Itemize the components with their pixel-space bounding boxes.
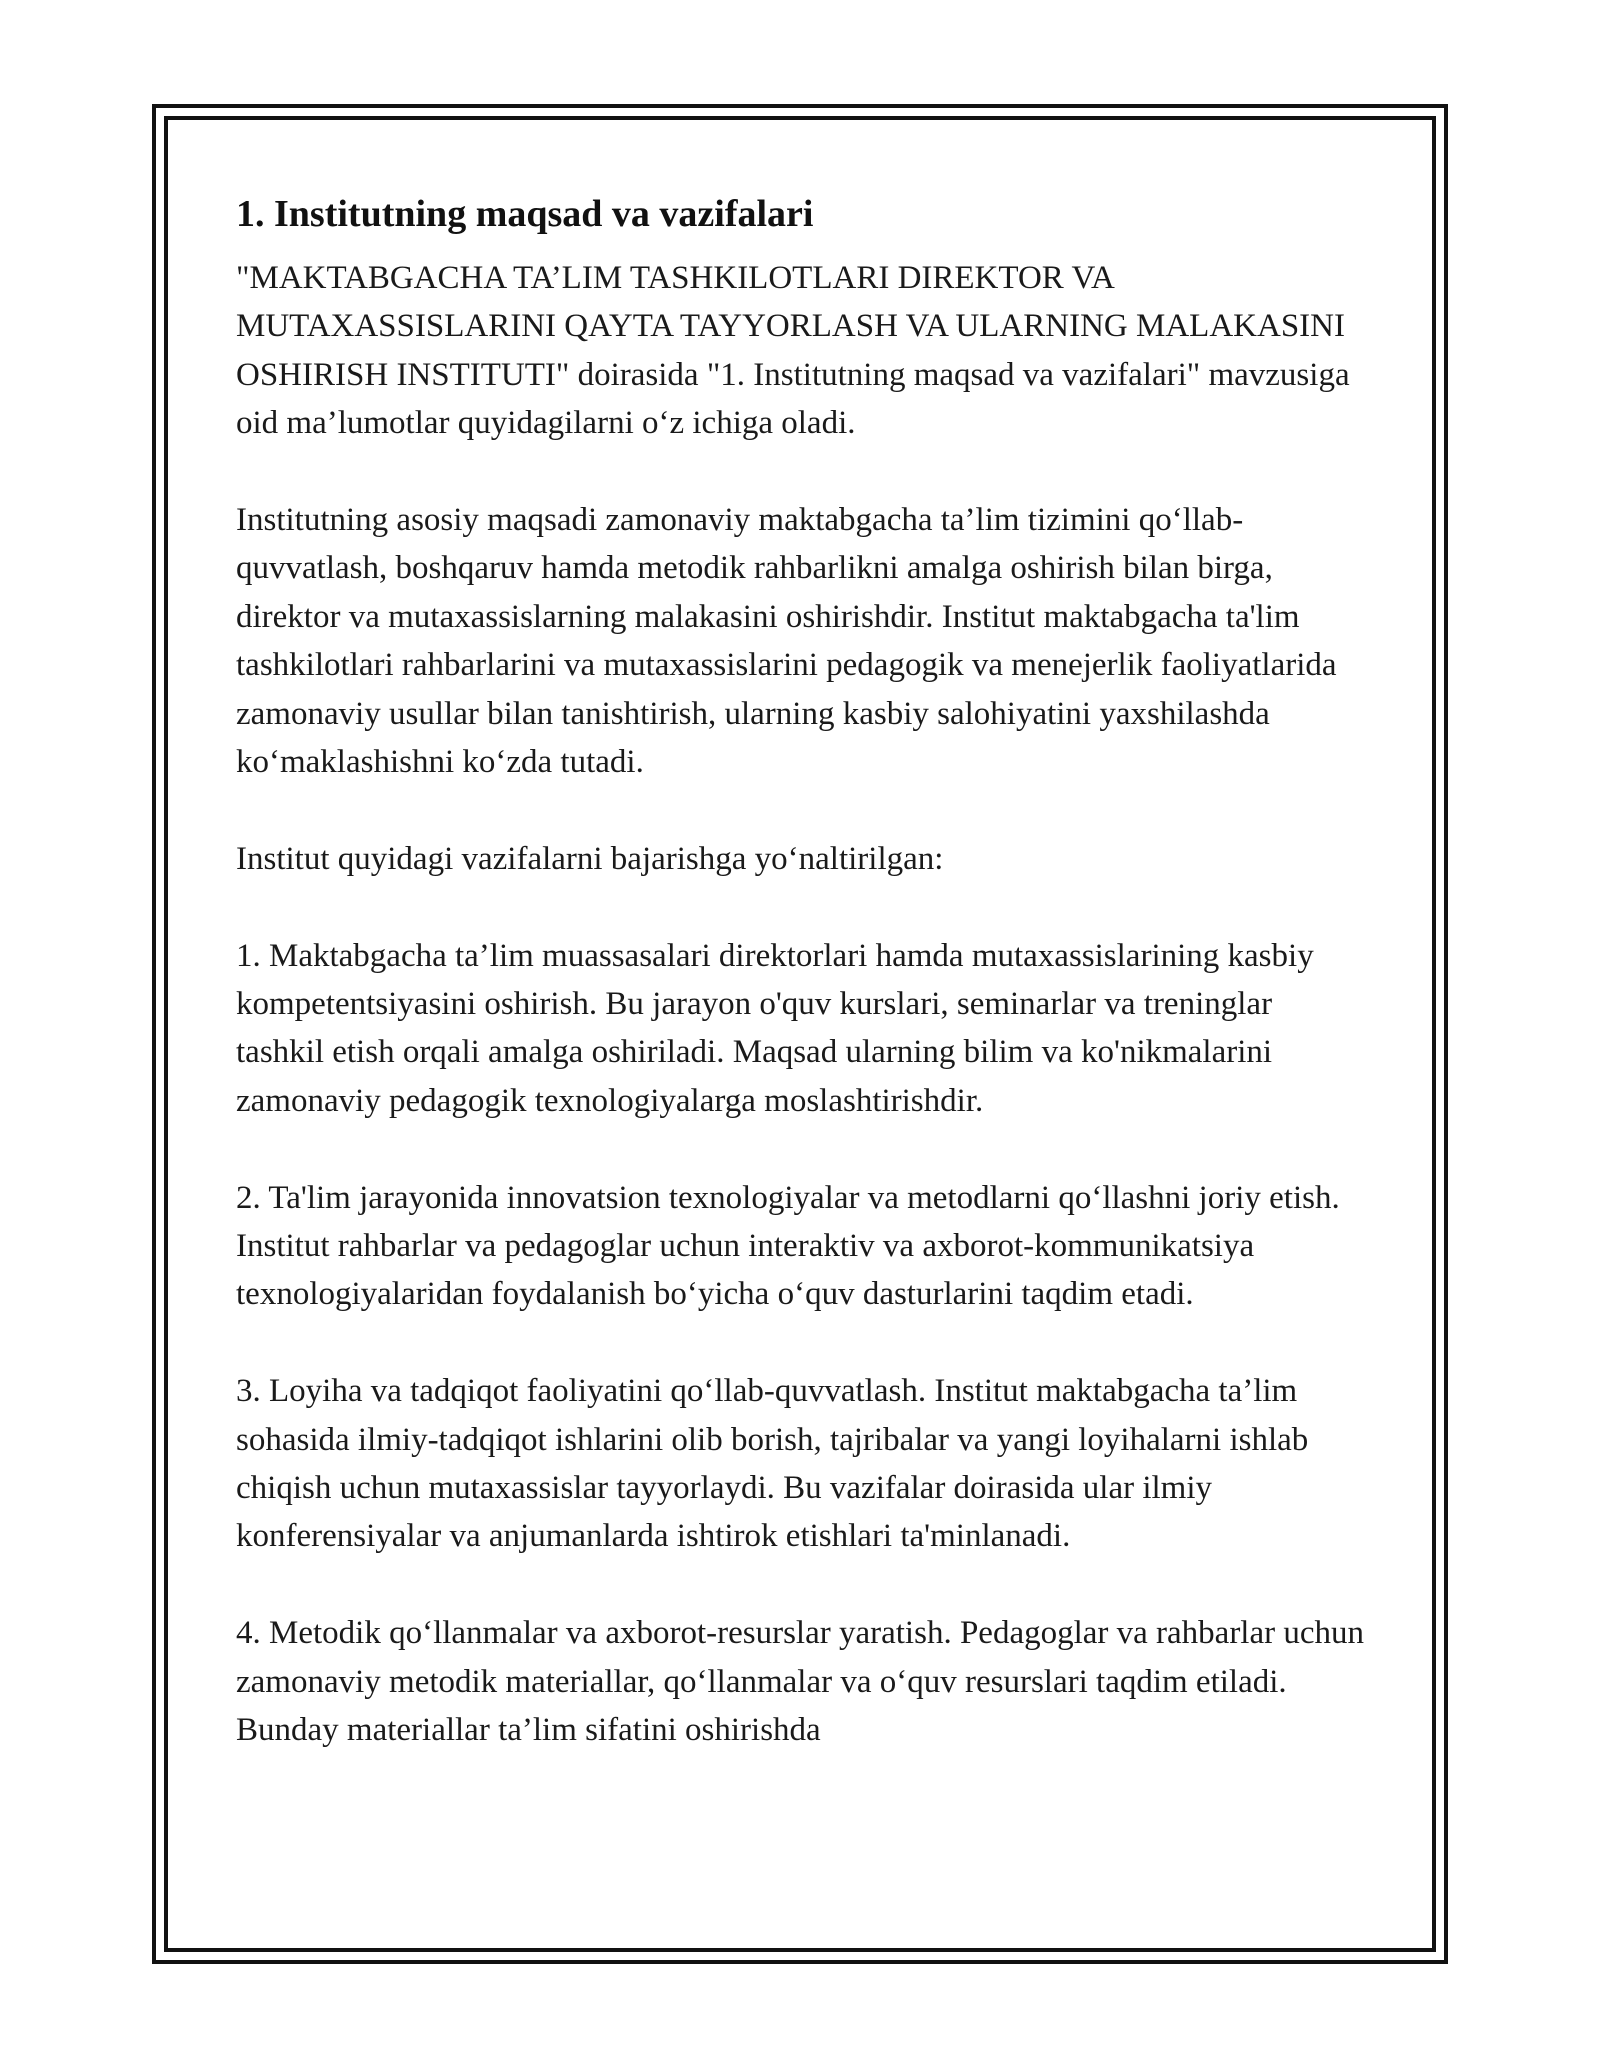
task-4-paragraph: 4. Metodik qo‘llanmalar va axborot-resurslar yaratish. Pedagoglar va rahbarlar uchun zamonaviy metodik materiallar, qo‘llanmalar va o‘quv resurslari taqdim etiladi. Bunday materiallar ta’lim sifatini oshirishda xyxy=(236,1615,1365,1749)
task-2-paragraph: 2. Ta'lim jarayonida innovatsion texnologiyalar va metodlarni qo‘llashni joriy etish. Institut rahbarlar va pedagoglar uchun interaktiv va axborot-kommunikatsiya texnologiyalaridan foydalanish bo‘yicha o‘quv dasturlarini taqdim etadi. xyxy=(236,1179,1340,1313)
tasks-intro-paragraph: Institut quyidagi vazifalarni bajarishga yo‘naltirilgan: xyxy=(236,840,944,877)
task-3-paragraph: 3. Loyiha va tadqiqot faoliyatini qo‘llab-quvvatlash. Institut maktabgacha ta’lim sohasida ilmiy-tadqiqot ishlarini olib borish, tajribalar va yangi loyihalarni ishlab chiqish uchun mutaxassislar tayyorlaydi. Bu vazifalar doirasida ular ilmiy konferensiyalar va anjumanlarda ishtirok etishlari ta'minlanadi. xyxy=(236,1373,1309,1555)
section-heading: 1. Institutning maqsad va vazifalari xyxy=(236,193,814,235)
task-1-paragraph: 1. Maktabgacha ta’lim muassasalari direktorlari hamda mutaxassislarining kasbiy kompetentsiyasini oshirish. Bu jarayon o'quv kurslari, seminarlar va treninglar tashkil etish orqali amalga oshiriladi. Maqsad ularning bilim va ko'nikmalarini zamonaviy pedagogik texnologiyalarga moslashtirishdir. xyxy=(236,937,1314,1119)
intro-paragraph: "MAKTABGACHA TA’LIM TASHKILOTLARI DIREKTOR VA MUTAXASSISLARINI QAYTA TAYYORLASH VA ULARNING MALAKASINI OSHIRISH INSTITUTI" doirasida "1. Institutning maqsad va vazifalari" mavzusiga oid ma’lumotlar quyidagilarni o‘z ichiga oladi. xyxy=(236,260,1350,442)
goal-paragraph: Institutning asosiy maqsadi zamonaviy maktabgacha ta’lim tizimini qo‘llab-quvvatlash, boshqaruv hamda metodik rahbarlikni amalga oshirish bilan birga, direktor va mutaxassislarning malakasini oshirishdir. Institut maktabgacha ta'lim tashkilotlari rahbarlarini va mutaxassislarini pedagogik va menejerlik faoliyatlarida zamonaviy usullar bilan tanishtirish, ularning kasbiy salohiyatini yaxshilashda ko‘maklashishni ko‘zda tutadi. xyxy=(236,502,1337,781)
document-body xyxy=(236,186,1366,1755)
